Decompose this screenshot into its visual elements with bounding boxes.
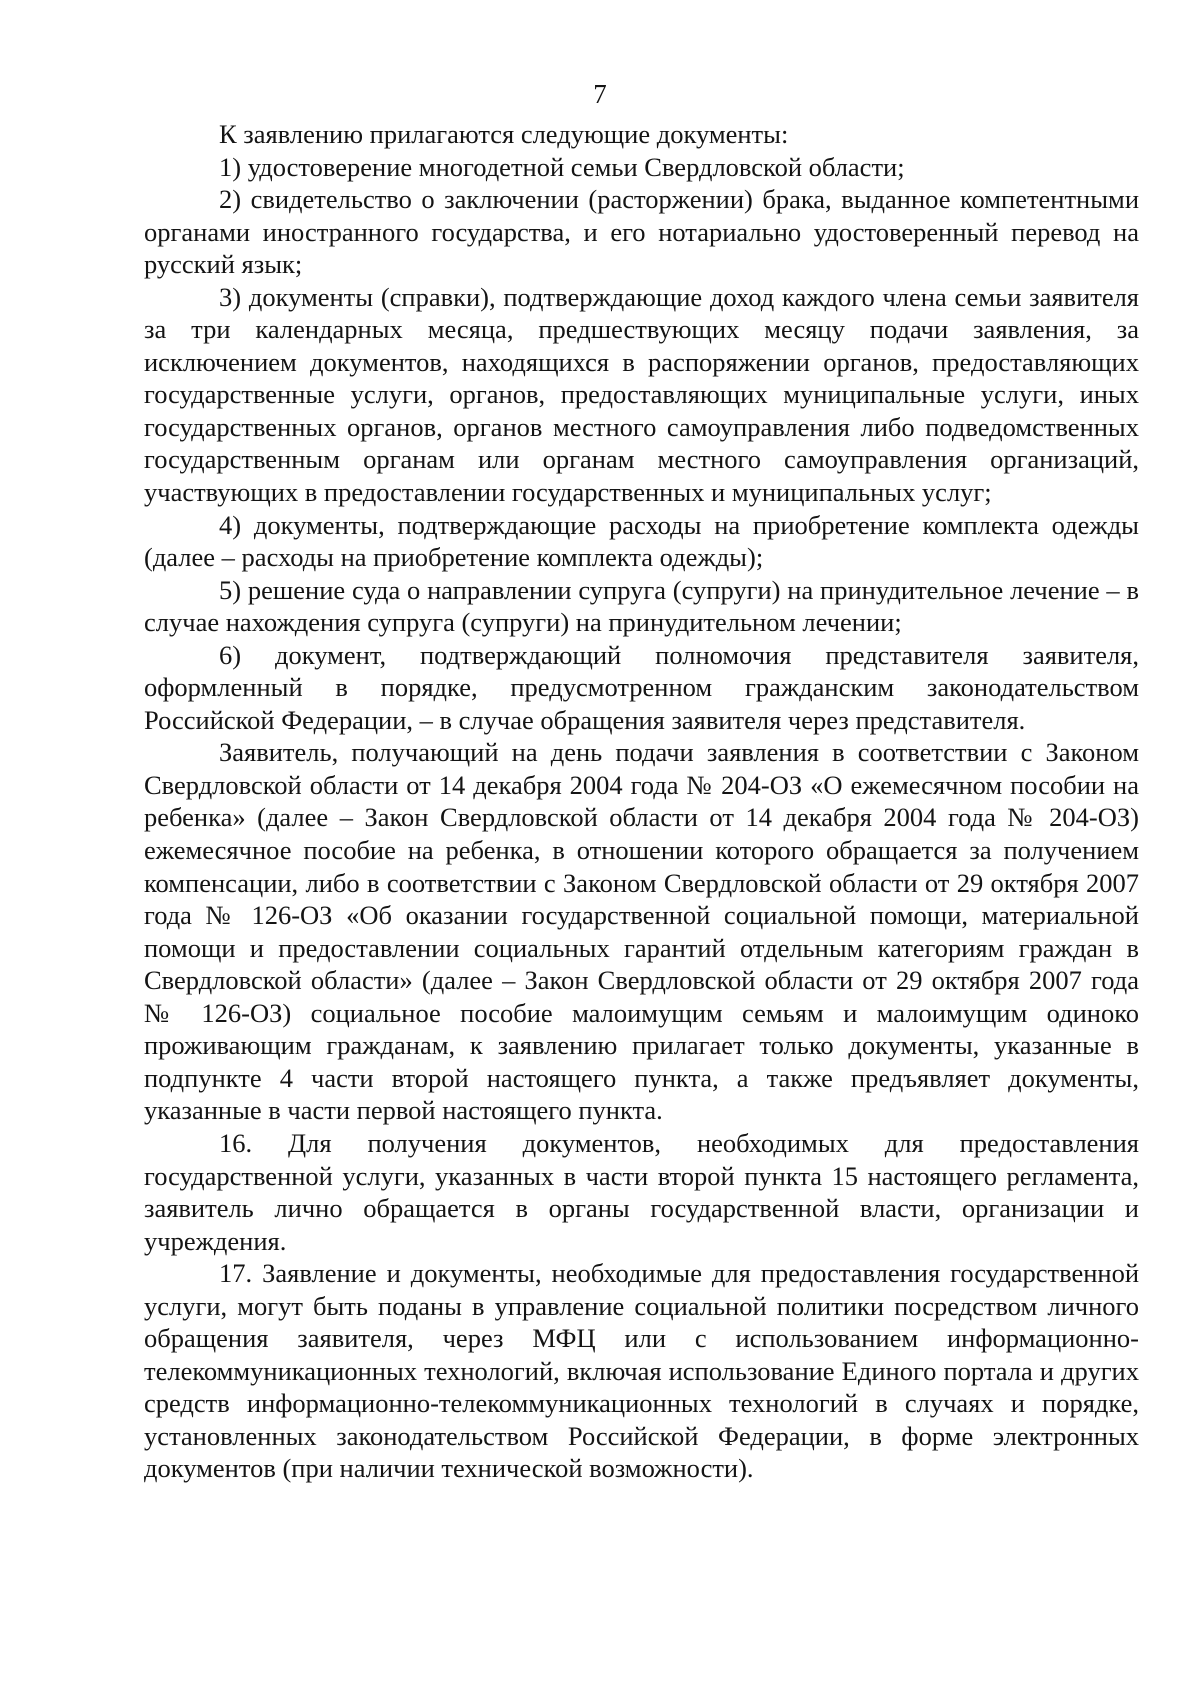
document-body — [144, 118, 1139, 1485]
paragraph-item-3: 3) документы (справки), подтверждающие доход каждого члена семьи заявителя за три календарных месяца, предшествующих месяцу подачи заявления, за исключением документов, находящихся в распоряжении органов, предоставляющих государственные услуги, органов, предоставляющих муниципальные услуги, иных государственных органов, органов местного самоуправления либо подведомственных государственным органам или органам местного самоуправления организаций, участвующих в предоставлении государственных и муниципальных услуг; — [144, 281, 1139, 508]
paragraph-item-6: 6) документ, подтверждающий полномочия представителя заявителя, оформленный в порядке, предусмотренном гражданским законодательством Российской Федерации, – в случае обращения заявителя через представителя. — [144, 639, 1139, 735]
paragraph-item-2: 2) свидетельство о заключении (расторжении) брака, выданное компетентными органами иностранного государства, и его нотариально удостоверенный перевод на русский язык; — [144, 184, 1139, 280]
paragraph-item-4: 4) документы, подтверждающие расходы на приобретение комплекта одежды (далее – расходы на приобретение комплекта одежды); — [144, 509, 1139, 573]
paragraph-applicant-benefits: Заявитель, получающий на день подачи заявления в соответствии с Законом Свердловской области от 14 декабря 2004 года № 204-ОЗ «О ежемесячном пособии на ребенка» (далее – Закон Свердловской области от 14 декабря 2004 года № 204-ОЗ) ежемесячное пособие на ребенка, в отношении которого обращается за получением компенсации, либо в соответствии с Законом Свердловской области от 29 октября 2007 года № 126-ОЗ «Об оказании государственной социальной помощи, материальной помощи и предоставлении социальных гарантий отдельным категориям граждан в Свердловской области» (далее – Закон Свердловской области от 29 октября 2007 года № 126-ОЗ) социальное пособие малоимущим семьям и малоимущим одиноко проживающим гражданам, к заявлению прилагает только документы, указанные в подпункте 4 части второй настоящего пункта, а также предъявляет документы, указанные в части первой настоящего пункта. — [144, 737, 1139, 1126]
paragraph-clause-16: 16. Для получения документов, необходимых для предоставления государственной услуги, указанных в части второй пункта 15 настоящего регламента, заявитель лично обращается в органы государственной власти, организации и учреждения. — [144, 1127, 1139, 1256]
page-number: 7 — [593, 79, 607, 109]
paragraph-attachments-intro: К заявлению прилагаются следующие документы: — [219, 119, 789, 149]
paragraph-clause-17: 17. Заявление и документы, необходимые для предоставления государственной услуги, могут быть поданы в управление социальной политики посредством личного обращения заявителя, через МФЦ или с использованием информационно-телекоммуникационных технологий, включая использование Единого портала и других средств информационно-телекоммуникационных технологий в случаях и порядке, установленных законодательством Российской Федерации, в форме электронных документов (при наличии технической возможности). — [144, 1258, 1139, 1484]
paragraph-item-1: 1) удостоверение многодетной семьи Свердловской области; — [219, 151, 905, 182]
paragraph-item-5: 5) решение суда о направлении супруга (супруги) на принудительное лечение – в случае нахождения супруга (супруги) на принудительном лечении; — [144, 574, 1139, 638]
